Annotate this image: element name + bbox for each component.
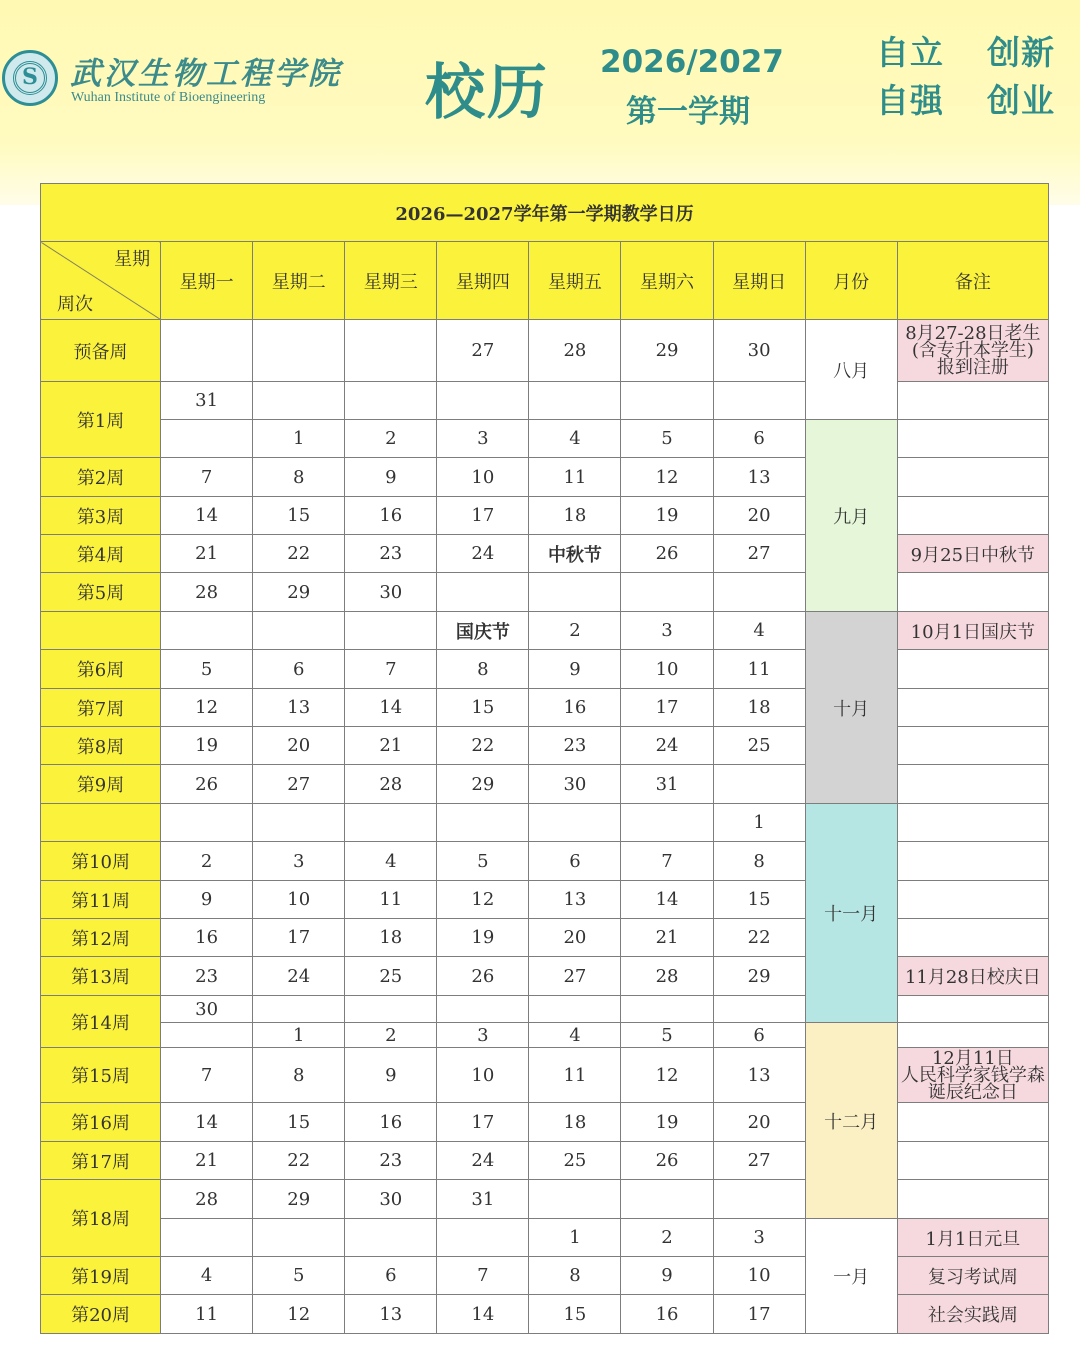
date-cell: 10	[253, 881, 345, 919]
date-cell: 21	[345, 727, 437, 765]
date-cell	[253, 1219, 345, 1257]
date-cell: 18	[529, 1103, 621, 1142]
date-cell: 19	[161, 727, 253, 765]
date-cell	[621, 573, 713, 612]
date-cell: 25	[345, 957, 437, 996]
calendar-row	[41, 382, 1049, 420]
date-cell: 12	[621, 1048, 713, 1103]
date-cell: 19	[437, 919, 529, 957]
date-cell: 8	[437, 650, 529, 689]
week-label: 第3周	[41, 497, 161, 535]
date-cell: 2	[345, 1023, 437, 1048]
date-cell	[345, 1219, 437, 1257]
calendar-row	[41, 612, 1049, 650]
date-cell	[437, 1219, 529, 1257]
date-cell: 4	[345, 842, 437, 881]
date-cell: 28	[529, 320, 621, 382]
calendar-row	[41, 420, 1049, 458]
date-cell: 4	[713, 612, 805, 650]
date-cell: 9	[621, 1257, 713, 1295]
corner-header-cell	[41, 242, 161, 320]
date-cell: 4	[529, 420, 621, 458]
date-cell: 12	[437, 881, 529, 919]
date-cell: 14	[161, 497, 253, 535]
date-cell: 4	[161, 1257, 253, 1295]
date-cell	[621, 382, 713, 420]
date-cell: 2	[621, 1219, 713, 1257]
date-cell: 29	[253, 1180, 345, 1219]
date-cell: 12	[161, 689, 253, 727]
date-cell: 28	[345, 765, 437, 804]
date-cell: 3	[437, 420, 529, 458]
week-label: 第2周	[41, 458, 161, 497]
date-cell: 17	[621, 689, 713, 727]
note-cell	[897, 420, 1048, 458]
date-cell	[437, 804, 529, 842]
note-cell	[897, 842, 1048, 881]
date-cell: 4	[529, 1023, 621, 1048]
calendar-row	[41, 996, 1049, 1023]
calendar-row	[41, 957, 1049, 996]
month-label: 一月	[805, 1219, 897, 1334]
week-label: 第9周	[41, 765, 161, 804]
note-cell	[897, 1103, 1048, 1142]
date-cell: 17	[253, 919, 345, 957]
holiday-cell: 国庆节	[437, 612, 529, 650]
calendar-row	[41, 573, 1049, 612]
date-cell: 12	[253, 1295, 345, 1334]
date-cell: 20	[253, 727, 345, 765]
page-title: 校历	[425, 58, 549, 128]
date-cell	[621, 1180, 713, 1219]
calendar-row	[41, 727, 1049, 765]
date-cell: 1	[253, 420, 345, 458]
date-cell	[161, 1219, 253, 1257]
date-cell: 5	[621, 420, 713, 458]
note-cell	[897, 1180, 1048, 1219]
date-cell: 15	[713, 881, 805, 919]
note-cell	[897, 458, 1048, 497]
date-cell: 24	[437, 1142, 529, 1180]
calendar-row	[41, 689, 1049, 727]
day-header: 星期一	[161, 242, 253, 320]
date-cell	[253, 804, 345, 842]
note-cell	[897, 382, 1048, 420]
date-cell: 10	[437, 458, 529, 497]
day-header: 星期二	[253, 242, 345, 320]
calendar-row	[41, 842, 1049, 881]
notes-header: 备注	[897, 242, 1048, 320]
date-cell: 5	[437, 842, 529, 881]
day-header: 星期三	[345, 242, 437, 320]
date-cell: 24	[621, 727, 713, 765]
date-cell	[713, 382, 805, 420]
date-cell: 17	[437, 1103, 529, 1142]
note-cell	[897, 1142, 1048, 1180]
month-header: 月份	[805, 242, 897, 320]
week-label: 第5周	[41, 573, 161, 612]
note-line: 8月27-28日老生	[905, 323, 1041, 344]
calendar-row	[41, 1295, 1049, 1334]
date-cell: 8	[253, 1048, 345, 1103]
week-label: 第6周	[41, 650, 161, 689]
note-cell: 复习考试周	[897, 1257, 1048, 1295]
note-cell	[897, 727, 1048, 765]
date-cell: 11	[529, 458, 621, 497]
week-label: 预备周	[41, 320, 161, 382]
date-cell: 15	[253, 497, 345, 535]
date-cell: 30	[161, 996, 253, 1023]
date-cell: 29	[621, 320, 713, 382]
date-cell: 20	[529, 919, 621, 957]
calendar-row	[41, 1219, 1049, 1257]
date-cell: 27	[437, 320, 529, 382]
date-cell: 20	[713, 1103, 805, 1142]
school-name-cn: 武汉生物工程学院	[70, 56, 342, 92]
date-cell: 7	[437, 1257, 529, 1295]
date-cell	[621, 804, 713, 842]
date-cell: 16	[345, 1103, 437, 1142]
date-cell: 23	[345, 1142, 437, 1180]
date-cell: 3	[713, 1219, 805, 1257]
date-cell	[529, 804, 621, 842]
note-line: (含专升本学生)	[911, 340, 1034, 361]
date-cell	[253, 320, 345, 382]
calendar-row	[41, 535, 1049, 573]
week-label: 第11周	[41, 881, 161, 919]
date-cell	[253, 382, 345, 420]
date-cell: 11	[713, 650, 805, 689]
date-cell: 19	[621, 1103, 713, 1142]
week-label: 第19周	[41, 1257, 161, 1295]
date-cell: 15	[437, 689, 529, 727]
date-cell: 8	[529, 1257, 621, 1295]
note-cell	[897, 573, 1048, 612]
date-cell: 21	[621, 919, 713, 957]
month-label: 八月	[805, 320, 897, 420]
date-cell: 1	[253, 1023, 345, 1048]
date-cell: 14	[345, 689, 437, 727]
date-cell: 11	[161, 1295, 253, 1334]
note-cell	[897, 881, 1048, 919]
motto-3: 自强	[876, 81, 944, 120]
date-cell	[529, 1180, 621, 1219]
date-cell	[161, 612, 253, 650]
date-cell: 26	[621, 535, 713, 573]
week-label: 第10周	[41, 842, 161, 881]
note-cell	[897, 1048, 1048, 1103]
date-cell	[529, 996, 621, 1023]
date-cell: 2	[529, 612, 621, 650]
note-cell	[897, 650, 1048, 689]
calendar-row	[41, 458, 1049, 497]
date-cell: 31	[437, 1180, 529, 1219]
date-cell: 13	[345, 1295, 437, 1334]
month-label: 九月	[805, 420, 897, 612]
date-cell: 5	[621, 1023, 713, 1048]
date-cell	[437, 573, 529, 612]
date-cell: 21	[161, 535, 253, 573]
week-label: 第12周	[41, 919, 161, 957]
date-cell: 16	[529, 689, 621, 727]
week-label: 第18周	[41, 1180, 161, 1257]
month-label: 十一月	[805, 804, 897, 1023]
note-line: 12月11日	[931, 1047, 1014, 1069]
note-line: 诞辰纪念日	[927, 1081, 1018, 1103]
date-cell: 3	[621, 612, 713, 650]
calendar-row	[41, 919, 1049, 957]
date-cell: 14	[161, 1103, 253, 1142]
week-label: 第8周	[41, 727, 161, 765]
date-cell: 23	[161, 957, 253, 996]
date-cell: 14	[621, 881, 713, 919]
date-cell: 27	[713, 535, 805, 573]
date-cell: 1	[713, 804, 805, 842]
date-cell: 16	[161, 919, 253, 957]
date-cell: 31	[161, 382, 253, 420]
date-cell: 17	[713, 1295, 805, 1334]
term-label: 第一学期	[626, 94, 750, 130]
note-cell: 10月1日国庆节	[897, 612, 1048, 650]
week-label: 第14周	[41, 996, 161, 1048]
date-cell: 12	[621, 458, 713, 497]
note-cell	[897, 804, 1048, 842]
date-cell: 16	[345, 497, 437, 535]
note-cell: 11月28日校庆日	[897, 957, 1048, 996]
date-cell: 17	[437, 497, 529, 535]
day-header: 星期六	[621, 242, 713, 320]
date-cell: 15	[253, 1103, 345, 1142]
date-cell: 30	[713, 320, 805, 382]
date-cell: 29	[253, 573, 345, 612]
date-cell	[437, 382, 529, 420]
date-cell: 8	[253, 458, 345, 497]
date-cell: 24	[253, 957, 345, 996]
date-cell	[621, 996, 713, 1023]
school-logo-icon: S	[2, 50, 58, 106]
week-label: 第4周	[41, 535, 161, 573]
date-cell: 29	[437, 765, 529, 804]
date-cell: 6	[713, 420, 805, 458]
date-cell: 26	[161, 765, 253, 804]
note-cell	[897, 996, 1048, 1023]
calendar-row	[41, 881, 1049, 919]
note-cell	[897, 1023, 1048, 1048]
date-cell	[345, 382, 437, 420]
date-cell: 28	[161, 573, 253, 612]
date-cell: 25	[529, 1142, 621, 1180]
date-cell: 16	[621, 1295, 713, 1334]
note-cell: 社会实践周	[897, 1295, 1048, 1334]
date-cell: 2	[161, 842, 253, 881]
date-cell: 13	[253, 689, 345, 727]
date-cell: 22	[253, 535, 345, 573]
academic-year: 2026/2027	[600, 44, 784, 80]
date-cell	[713, 996, 805, 1023]
school-name-en: Wuhan Institute of Bioengineering	[71, 90, 266, 105]
date-cell: 15	[529, 1295, 621, 1334]
motto-1: 自立	[876, 33, 944, 72]
date-cell: 9	[529, 650, 621, 689]
date-cell: 28	[621, 957, 713, 996]
date-cell: 2	[345, 420, 437, 458]
date-cell	[253, 996, 345, 1023]
date-cell	[529, 573, 621, 612]
date-cell: 14	[437, 1295, 529, 1334]
note-cell	[897, 320, 1048, 382]
date-cell: 9	[345, 458, 437, 497]
date-cell: 27	[529, 957, 621, 996]
month-label: 十二月	[805, 1023, 897, 1219]
calendar-row	[41, 1103, 1049, 1142]
date-cell: 23	[529, 727, 621, 765]
date-cell: 31	[621, 765, 713, 804]
date-cell	[345, 996, 437, 1023]
note-cell	[897, 919, 1048, 957]
date-cell: 10	[713, 1257, 805, 1295]
date-cell: 6	[713, 1023, 805, 1048]
date-cell: 3	[253, 842, 345, 881]
calendar-row	[41, 1180, 1049, 1219]
date-cell: 30	[345, 573, 437, 612]
corner-weekday-label: 星期	[114, 249, 151, 270]
calendar-row	[41, 1023, 1049, 1048]
week-label: 第16周	[41, 1103, 161, 1142]
note-cell	[897, 689, 1048, 727]
week-label: 第13周	[41, 957, 161, 996]
teaching-calendar-table	[40, 183, 1049, 1334]
week-label	[41, 612, 161, 650]
date-cell: 6	[345, 1257, 437, 1295]
note-line: 报到注册	[936, 357, 1009, 378]
date-cell	[713, 573, 805, 612]
date-cell: 5	[161, 650, 253, 689]
day-header: 星期五	[529, 242, 621, 320]
note-cell	[897, 765, 1048, 804]
date-cell: 7	[161, 458, 253, 497]
date-cell: 10	[437, 1048, 529, 1103]
date-cell: 18	[345, 919, 437, 957]
month-label: 十月	[805, 612, 897, 804]
date-cell: 28	[161, 1180, 253, 1219]
date-cell	[345, 804, 437, 842]
date-cell: 7	[621, 842, 713, 881]
note-cell: 9月25日中秋节	[897, 535, 1048, 573]
week-label: 第20周	[41, 1295, 161, 1334]
date-cell: 6	[529, 842, 621, 881]
calendar-title: 2026—2027学年第一学期教学日历	[41, 184, 1049, 242]
note-cell	[897, 497, 1048, 535]
date-cell: 19	[621, 497, 713, 535]
date-cell: 9	[161, 881, 253, 919]
motto-4: 创业	[987, 81, 1055, 120]
week-label	[41, 804, 161, 842]
day-header: 星期日	[713, 242, 805, 320]
date-cell: 13	[529, 881, 621, 919]
date-cell	[345, 612, 437, 650]
date-cell: 22	[437, 727, 529, 765]
date-cell: 22	[713, 919, 805, 957]
calendar-row	[41, 1048, 1049, 1103]
date-cell: 26	[621, 1142, 713, 1180]
date-cell: 7	[345, 650, 437, 689]
date-cell	[713, 765, 805, 804]
date-cell: 13	[713, 458, 805, 497]
calendar-row	[41, 765, 1049, 804]
note-cell: 1月1日元旦	[897, 1219, 1048, 1257]
date-cell: 11	[529, 1048, 621, 1103]
date-cell: 11	[345, 881, 437, 919]
calendar-row	[41, 497, 1049, 535]
date-cell: 7	[161, 1048, 253, 1103]
date-cell	[161, 320, 253, 382]
date-cell: 22	[253, 1142, 345, 1180]
note-line: 人民科学家钱学森	[900, 1064, 1045, 1086]
date-cell	[529, 382, 621, 420]
date-cell: 10	[621, 650, 713, 689]
date-cell: 24	[437, 535, 529, 573]
calendar-row	[41, 804, 1049, 842]
corner-week-label: 周次	[57, 294, 93, 315]
date-cell: 18	[713, 689, 805, 727]
date-cell	[345, 320, 437, 382]
date-cell: 30	[529, 765, 621, 804]
date-cell	[161, 420, 253, 458]
calendar-row	[41, 1257, 1049, 1295]
date-cell: 5	[253, 1257, 345, 1295]
date-cell: 30	[345, 1180, 437, 1219]
day-header: 星期四	[437, 242, 529, 320]
week-label: 第17周	[41, 1142, 161, 1180]
week-label: 第7周	[41, 689, 161, 727]
date-cell: 25	[713, 727, 805, 765]
date-cell: 27	[253, 765, 345, 804]
date-cell: 26	[437, 957, 529, 996]
date-cell: 6	[253, 650, 345, 689]
holiday-cell: 中秋节	[529, 535, 621, 573]
calendar-row	[41, 320, 1049, 382]
calendar-row	[41, 1142, 1049, 1180]
date-cell: 18	[529, 497, 621, 535]
date-cell: 29	[713, 957, 805, 996]
date-cell	[161, 804, 253, 842]
date-cell: 13	[713, 1048, 805, 1103]
header-banner	[0, 0, 1080, 205]
date-cell	[437, 996, 529, 1023]
date-cell: 9	[345, 1048, 437, 1103]
date-cell	[713, 1180, 805, 1219]
date-cell	[253, 612, 345, 650]
date-cell	[161, 1023, 253, 1048]
date-cell: 27	[713, 1142, 805, 1180]
date-cell: 3	[437, 1023, 529, 1048]
date-cell: 23	[345, 535, 437, 573]
week-label: 第1周	[41, 382, 161, 458]
week-label: 第15周	[41, 1048, 161, 1103]
date-cell: 1	[529, 1219, 621, 1257]
date-cell: 20	[713, 497, 805, 535]
date-cell: 8	[713, 842, 805, 881]
motto-2: 创新	[987, 33, 1055, 72]
date-cell: 21	[161, 1142, 253, 1180]
calendar-row	[41, 650, 1049, 689]
